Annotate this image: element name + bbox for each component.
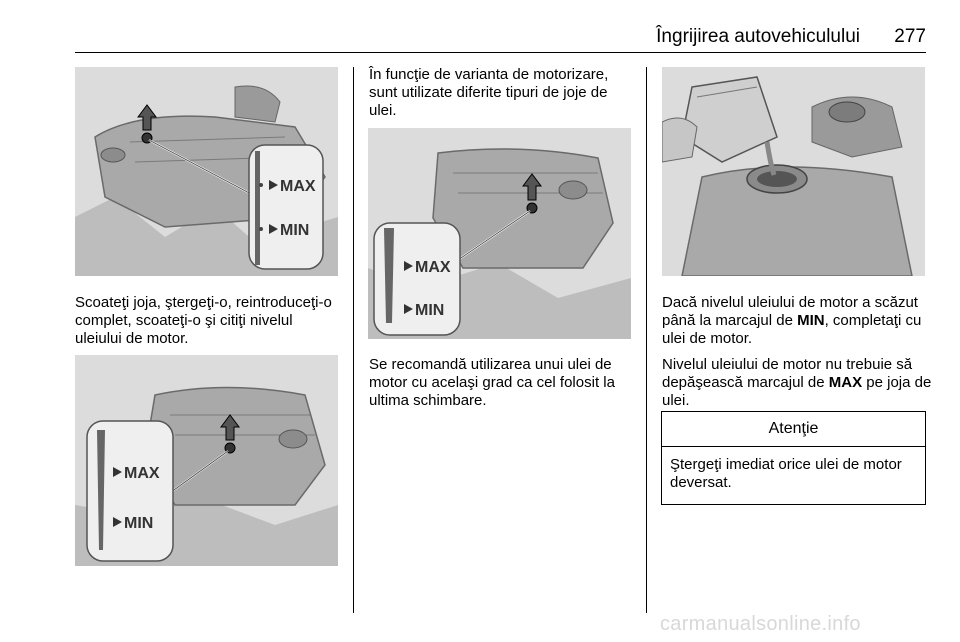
min-label: MIN	[415, 302, 445, 319]
p2-text-before: Nivelul uleiului de motor nu trebuie să depăşească marcajul de	[662, 356, 913, 391]
dipstick-variants-note: În funcţie de varianta de motorizare, sunt utilizate diferite tipuri de joje de ulei.	[369, 66, 609, 119]
engine-dipstick-figure-2	[75, 355, 338, 566]
p2-text-after: pe joja de ulei.	[662, 374, 932, 409]
watermark: carmanualsonline.info	[660, 613, 861, 635]
warning-title: Atenţie	[662, 412, 925, 447]
column-divider-1	[353, 67, 354, 613]
max-label: MAX	[124, 465, 160, 482]
p1-text-after: , completaţi cu ulei de motor.	[662, 312, 922, 347]
page-number: 277	[894, 26, 926, 47]
oil-refill-figure	[662, 67, 925, 276]
column2-intro	[369, 66, 635, 128]
warning-text: Ştergeţi imediat orice ulei de motor deversat.	[670, 456, 902, 491]
max-level-instruction	[662, 356, 932, 410]
warning-box	[661, 411, 926, 505]
engine-illustration	[75, 355, 338, 566]
column1-text	[75, 294, 341, 356]
max-mark: MAX	[828, 374, 863, 391]
engine-illustration	[75, 67, 338, 276]
engine-illustration	[368, 128, 631, 339]
header-rule	[75, 52, 926, 53]
max-label: MAX	[280, 178, 316, 195]
max-label: MAX	[415, 259, 451, 276]
column2-text	[369, 356, 635, 418]
column-divider-2	[646, 67, 647, 613]
column3-text	[662, 294, 932, 418]
min-mark: MIN	[797, 312, 825, 329]
min-level-instruction	[662, 294, 932, 348]
dipstick-instruction: Scoateţi joja, ştergeţi-o, reintroduceţi-o complet, scoateţi-o şi citiţi nivelul uleiului de motor.	[75, 294, 332, 347]
engine-dipstick-figure-1	[75, 67, 338, 276]
oil-refill-illustration	[662, 67, 925, 276]
min-label: MIN	[280, 222, 310, 239]
min-label: MIN	[124, 515, 154, 532]
header-title: Îngrijirea autovehiculului	[656, 26, 860, 47]
engine-dipstick-figure-3	[368, 128, 631, 339]
p1-text-before: Dacă nivelul uleiului de motor a scăzut până la marcajul de	[662, 294, 918, 329]
oil-grade-recommendation: Se recomandă utilizarea unui ulei de motor cu acelaşi grad ca cel folosit la ultima schimbare.	[369, 356, 615, 409]
